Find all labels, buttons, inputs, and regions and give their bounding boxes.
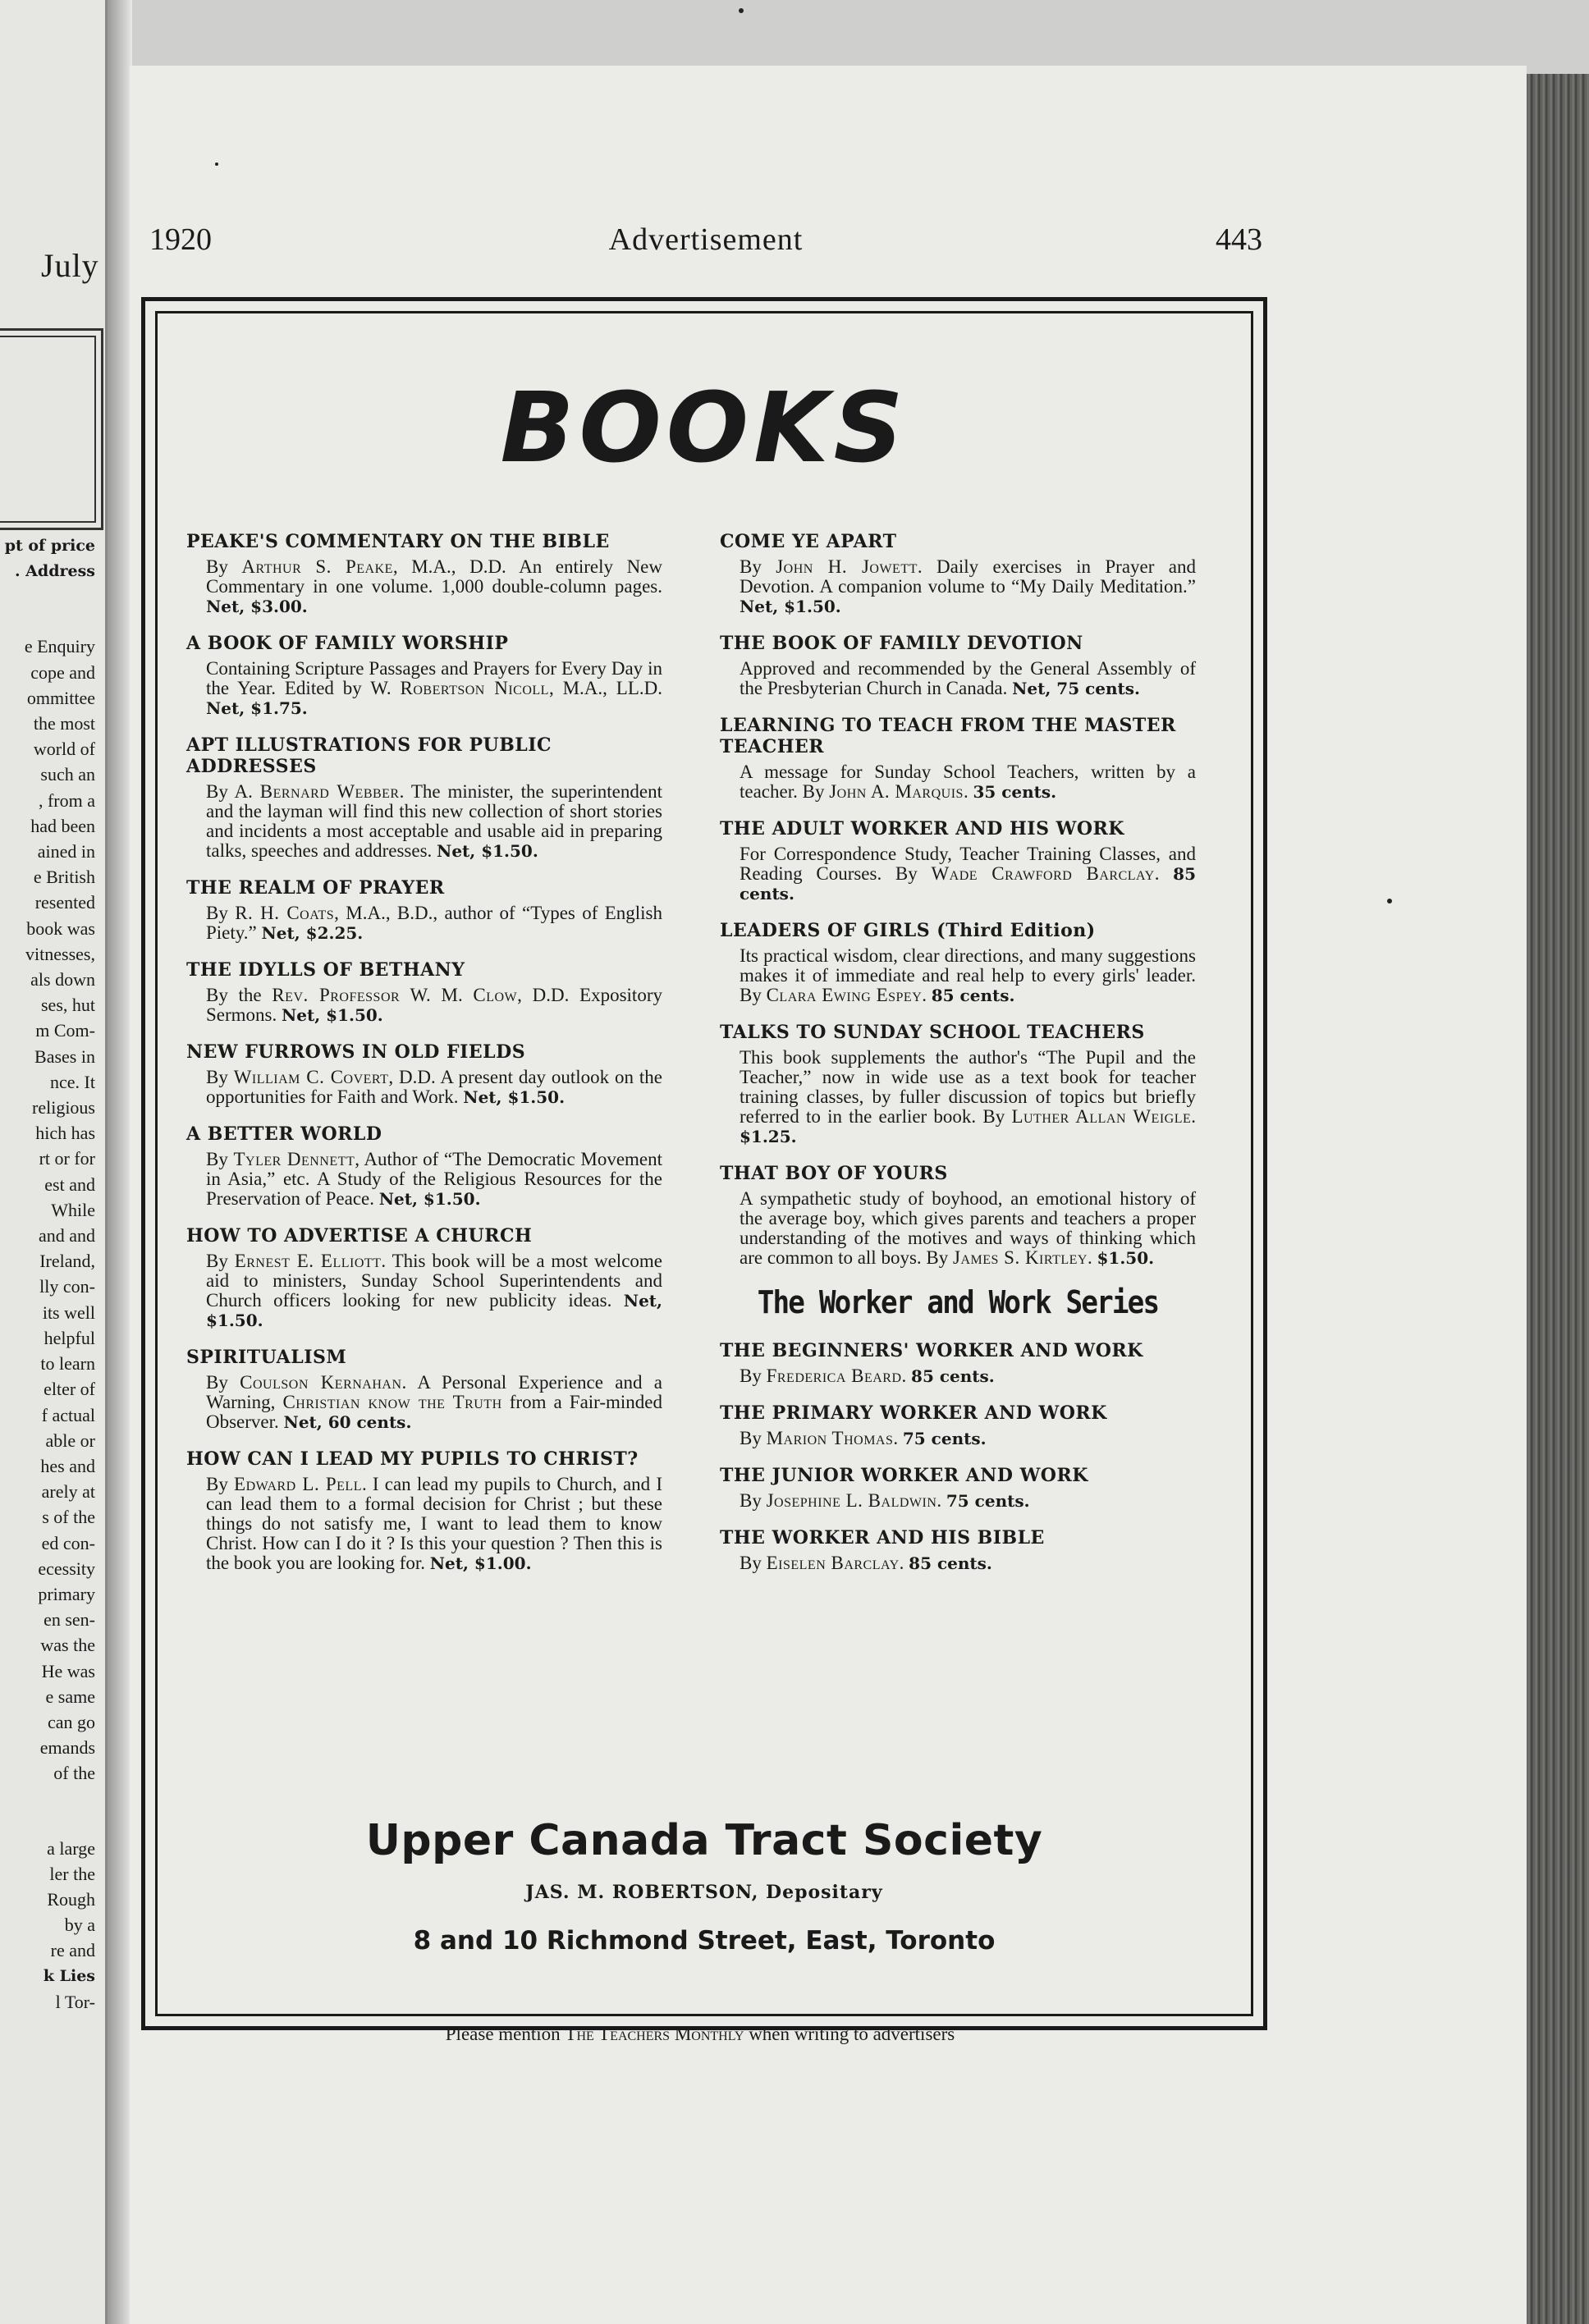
facing-page-line: resented [34, 892, 95, 913]
description-text: Containing Scripture Passages and Prayers for Every Day in the Year. Edited by W. [206, 658, 662, 698]
description-text: By [740, 556, 776, 577]
facing-page-line: its well [42, 1302, 95, 1323]
facing-page-line: cope and [30, 661, 95, 683]
book-description [740, 557, 1196, 616]
author-name: Clow [473, 985, 518, 1005]
book-description [206, 1068, 662, 1107]
facing-page-line: f actual [41, 1404, 95, 1425]
book-entry [720, 1527, 1196, 1573]
author-name: Tyler Dennett [233, 1149, 355, 1169]
facing-page-line: s of the [42, 1507, 95, 1528]
facing-page-line: rt or for [39, 1148, 95, 1169]
book-price: Net, $3.00. [206, 597, 308, 616]
book-description [206, 659, 662, 718]
facing-page-line: hes and [40, 1455, 95, 1476]
facing-page-line: Ireland, [39, 1251, 95, 1272]
book-price: Net, $2.25. [261, 923, 364, 943]
book-title: LEADERS OF GIRLS (Third Edition) [720, 920, 1096, 941]
facing-page-line: While [51, 1199, 95, 1220]
description-text: For Correspondence Study, Teacher Training Classes, and Reading Courses. By [740, 844, 1196, 884]
book-list-left-column [186, 531, 662, 1590]
facing-page-line: to learn [40, 1353, 95, 1375]
book-title: HOW CAN I LEAD MY PUPILS TO CHRIST? [186, 1448, 639, 1470]
author-name: Bernard Webber [259, 781, 400, 802]
author-name: Clara Ewing Espey [766, 985, 923, 1005]
book-price: Net, $1.50. [378, 1189, 481, 1209]
author-name: Marion Thomas [766, 1428, 894, 1448]
book-entry [720, 1402, 1196, 1448]
book-description [740, 946, 1196, 1005]
book-entry [186, 1225, 662, 1330]
description-text: . Daily exercises in Prayer and Devotion. A companion volume to “My Daily Meditation.” [740, 556, 1196, 597]
book-price: Net, $1.50. [740, 597, 841, 616]
facing-page-line: primary [38, 1583, 95, 1604]
book-title: THAT BOY OF YOURS [720, 1163, 948, 1184]
book-description [740, 1189, 1196, 1268]
book-price: Net, $1.50. [463, 1087, 566, 1107]
advertisement-title: BOOKS [500, 371, 909, 484]
book-title: THE PRIMARY WORKER AND WORK [720, 1402, 1107, 1424]
facing-page-line: of the [53, 1763, 95, 1784]
book-title: TALKS TO SUNDAY SCHOOL TEACHERS [720, 1022, 1145, 1043]
facing-page-line: als down [30, 969, 95, 990]
description-text: . [963, 781, 973, 802]
facing-page-line: ecessity [38, 1558, 95, 1579]
description-text: By [206, 903, 236, 923]
series-heading: The Worker and Work Series [757, 1284, 1159, 1320]
facing-page-line: ed con- [41, 1532, 95, 1553]
book-price: Net, 60 cents. [283, 1412, 412, 1432]
author-name: Luther Allan Weigle [1011, 1106, 1192, 1127]
book-description [206, 1150, 662, 1209]
book-price: Net, $1.50. [282, 1005, 383, 1025]
author-name: John A. Marquis [829, 781, 964, 802]
author-name: John H. Jowett [776, 556, 918, 577]
book-price: 85 cents. [740, 864, 1197, 904]
book-description [206, 1475, 662, 1573]
author-name: Ernest E. Elliott [234, 1251, 382, 1271]
author-name: The Teachers Monthly [565, 2024, 744, 2044]
description-text: By [206, 1372, 240, 1393]
book-entry [720, 1465, 1196, 1511]
facing-page-line: was the [40, 1635, 95, 1656]
description-text: By [740, 1490, 767, 1511]
description-text: Approved and recommended by the General Assembly of the Presbyterian Church in Canada. [740, 658, 1196, 698]
author-name: Coulson Kernahan [240, 1372, 402, 1393]
facing-page-line: ler the [49, 1863, 95, 1884]
facing-page-line [0, 1786, 95, 1836]
book-price: $1.25. [740, 1127, 797, 1146]
book-price: 85 cents. [931, 986, 1015, 1005]
author-name: Christian know the Truth [282, 1392, 502, 1412]
publisher-name: Upper Canada Tract Society [365, 1816, 1043, 1865]
book-title: THE REALM OF PRAYER [186, 877, 445, 899]
series-list [720, 1340, 1196, 1573]
facing-page-line: e Enquiry [24, 636, 95, 657]
description-text: , M.A., B.D., author of “Types of English Piety.” [206, 903, 662, 943]
book-entry [720, 715, 1196, 802]
facing-page-line: able or [45, 1430, 95, 1451]
book-description [740, 659, 1196, 698]
facing-page-fragment [0, 0, 108, 2324]
book-title: THE BOOK OF FAMILY DEVOTION [720, 633, 1083, 654]
book-price: Net, $1.75. [206, 698, 308, 718]
facing-page-box [0, 328, 103, 530]
facing-page-line: Bases in [34, 1045, 95, 1067]
author-name: Josephine L. Baldwin [766, 1490, 937, 1511]
facing-page-line: e same [45, 1686, 95, 1707]
book-description [206, 1373, 662, 1432]
book-entry [186, 877, 662, 943]
book-description [740, 844, 1196, 904]
facing-page-line: vitnesses, [25, 943, 95, 964]
facing-page-line: the most [33, 713, 95, 734]
description-text: when writing to advertisers [744, 2024, 955, 2044]
book-title: LEARNING TO TEACH FROM THE MASTER TEACHER [720, 715, 1176, 757]
facing-page-line: emands [39, 1737, 95, 1759]
author-name: Frederica Beard [766, 1366, 902, 1386]
publisher-depositary: JAS. M. ROBERTSON, Depositary [525, 1882, 883, 1903]
book-entry [720, 920, 1196, 1005]
running-head-year: 1920 [149, 222, 212, 257]
description-text: By [206, 1149, 234, 1169]
facing-page-line: e British [33, 867, 95, 888]
book-title: THE WORKER AND HIS BIBLE [720, 1527, 1045, 1549]
facing-page-line: , from a [38, 789, 95, 811]
book-title: A BOOK OF FAMILY WORSHIP [186, 633, 509, 654]
footer-note [141, 2022, 1259, 2047]
description-text: By [206, 1474, 235, 1494]
book-title: THE ADULT WORKER AND HIS WORK [720, 818, 1124, 839]
facing-page-line: . Address [14, 562, 95, 581]
facing-page-line: He was [41, 1660, 95, 1681]
facing-page-line: l Tor- [55, 1991, 95, 2012]
book-entry [186, 633, 662, 718]
author-name: Robertson Nicoll [400, 678, 549, 698]
facing-page-line: had been [30, 815, 95, 836]
facing-page-line: and and [38, 1225, 95, 1247]
facing-page-line: can go [47, 1711, 95, 1732]
book-entry [720, 633, 1196, 698]
description-text: , D.D. A present day outlook on the opportunities for Faith and Work. [206, 1067, 662, 1107]
author-name: Edward L. Pell [234, 1474, 362, 1494]
description-text: , Author of “The Democratic Movement in Asia,” etc. A Study of the Religious Resources for the Preservation of Peace. [206, 1149, 663, 1209]
description-text: , M.A., LL.D. [548, 678, 662, 698]
author-name: Rev. Professor [272, 985, 401, 1005]
book-title: COME YE APART [720, 531, 897, 552]
book-title: APT ILLUSTRATIONS FOR PUBLIC ADDRESSES [186, 734, 552, 777]
author-name: Eiselen Barclay [766, 1553, 900, 1573]
description-text: . [1154, 863, 1174, 884]
facing-page-line: such an [40, 764, 95, 785]
book-entry [720, 1163, 1196, 1268]
book-description [206, 986, 662, 1025]
facing-page-line: world of [33, 739, 95, 760]
book-entry [720, 818, 1196, 904]
book-price: $1.50. [1097, 1248, 1155, 1268]
facing-page-line: nce. It [50, 1071, 95, 1092]
description-text: By [206, 1067, 234, 1087]
book-list-right-column [720, 531, 1196, 1590]
book-entry [186, 959, 662, 1025]
description-text: , D.D. Expository Sermons. [206, 985, 662, 1025]
description-text: By [206, 1251, 235, 1271]
description-text: Please mention [445, 2024, 566, 2044]
description-text: . [901, 1366, 912, 1386]
author-name: James S. Kirtley [953, 1247, 1088, 1268]
description-text: By [206, 556, 242, 577]
description-text: . This book will be a most welcome aid to ministers, Sunday School Superintendents and Church officers looking for new publicity ideas. [206, 1251, 662, 1311]
book-title: NEW FURROWS IN OLD FIELDS [186, 1041, 526, 1063]
description-text: . [936, 1490, 946, 1511]
book-price: 85 cents. [909, 1553, 992, 1573]
description-text: By [740, 1366, 767, 1386]
description-text: By [740, 1428, 767, 1448]
book-description [740, 1491, 1196, 1511]
book-description [740, 1366, 1196, 1386]
description-text: . I can lead my pupils to Church, and I can lead them to a formal decision for Christ ; but these things do not satisfy me, I want to lead them to know Christ. How can I do it ? Is this your question ? Then this is the book you are looking for. [206, 1474, 662, 1573]
description-text: By A. [206, 781, 260, 802]
description-text: . [899, 1553, 909, 1573]
facing-page-line: pt of price [4, 537, 95, 555]
facing-page-month: July [41, 247, 99, 284]
book-title: THE JUNIOR WORKER AND WORK [720, 1465, 1088, 1486]
facing-page-line: elter of [44, 1379, 95, 1400]
book-entry [186, 531, 662, 616]
description-text: from a Fair-minded Observer. [206, 1392, 663, 1432]
book-price: 75 cents. [946, 1491, 1030, 1511]
facing-page-line: m Com- [35, 1020, 95, 1041]
description-text: . [1191, 1106, 1196, 1127]
description-text: By the [206, 985, 272, 1005]
book-title: PEAKE'S COMMENTARY ON THE BIBLE [186, 531, 610, 552]
book-price: Net, 75 cents. [1012, 679, 1141, 698]
page-number: 443 [1216, 222, 1262, 257]
book-entry [186, 734, 662, 861]
book-price: 35 cents. [973, 782, 1057, 802]
book-price: Net, $1.50. [437, 841, 538, 861]
facing-page-line: en sen- [44, 1609, 95, 1631]
binding-gutter [108, 0, 132, 2324]
facing-page-line: k Lies [43, 1966, 95, 1985]
facing-page-line: Rough [47, 1888, 95, 1910]
facing-page-line: a large [47, 1837, 95, 1859]
description-text: . [922, 985, 932, 1005]
book-price: 85 cents. [911, 1366, 995, 1386]
running-head [149, 222, 1262, 271]
description-text: , M.A., D.D. An entirely New Commentary in one volume. 1,000 double-column pages. [206, 556, 663, 597]
book-entry [720, 531, 1196, 616]
facing-page-line: by a [64, 1915, 95, 1936]
book-description [740, 1553, 1196, 1573]
description-text: . The minister, the superintendent and the layman will find this new collection of short stories and incidents a most acceptable and usable aid in preparing talks, speeches and addresses. [206, 781, 662, 861]
book-description [740, 1429, 1196, 1448]
book-description [206, 782, 662, 861]
description-text: Its practical wisdom, clear directions, and many suggestions makes it of immediate and real help to every girls' leader. By [740, 945, 1196, 1005]
author-name: Arthur S. Peake [241, 556, 393, 577]
facing-page-line: hich has [35, 1123, 95, 1144]
book-title: THE BEGINNERS' WORKER AND WORK [720, 1340, 1143, 1361]
description-text: . A Personal Experience and a Warning, [206, 1372, 662, 1412]
book-description [206, 904, 662, 943]
book-list-right [720, 531, 1196, 1268]
book-entry [720, 1022, 1196, 1146]
facing-page-line [0, 584, 95, 634]
facing-page-line: religious [32, 1097, 95, 1119]
book-entry [186, 1123, 662, 1209]
book-entry [186, 1448, 662, 1573]
facing-page-line: lly con- [39, 1276, 95, 1297]
book-price: 75 cents. [902, 1429, 987, 1448]
book-title: HOW TO ADVERTISE A CHURCH [186, 1225, 533, 1247]
description-text: A message for Sunday School Teachers, written by a teacher. By [740, 762, 1196, 802]
book-title: THE IDYLLS OF BETHANY [186, 959, 465, 981]
facing-page-line: re and [50, 1940, 95, 1961]
book-description [206, 1251, 662, 1330]
advertisement-frame [141, 297, 1267, 2030]
publisher-address: 8 and 10 Richmond Street, East, Toronto [413, 1926, 996, 1956]
description-text: By [740, 1553, 767, 1573]
description-text: A sympathetic study of boyhood, an emotional history of the average boy, which gives parents and teachers a proper understanding of the motives and ways of thinking which are common to all boys. By [740, 1188, 1196, 1268]
facing-page-line: est and [44, 1173, 95, 1195]
book-description [740, 1048, 1196, 1146]
description-text: W. M. [400, 985, 474, 1005]
facing-page-line: helpful [44, 1327, 95, 1348]
book-entry [186, 1347, 662, 1432]
description-text: This book supplements the author's “The Pupil and the Teacher,” now in wide use as a text book for teacher training classes, by fuller discussion of topics but briefly referred to in the earlier book. By [740, 1047, 1196, 1127]
book-title: SPIRITUALISM [186, 1347, 347, 1368]
author-name: R. H. Coats [235, 903, 335, 923]
facing-page-line: book was [26, 917, 95, 939]
facing-page-text [0, 533, 95, 2015]
book-entry [720, 1340, 1196, 1386]
description-text: . [893, 1428, 903, 1448]
book-price: Net, $1.00. [429, 1553, 532, 1573]
facing-page-line: ommittee [26, 687, 95, 708]
book-title: A BETTER WORLD [186, 1123, 382, 1145]
facing-page-line: arely at [41, 1481, 95, 1503]
description-text: . [1087, 1247, 1097, 1268]
book-entry [186, 1041, 662, 1107]
author-name: Wade Crawford Barclay [931, 863, 1155, 884]
book-edge [1527, 74, 1589, 2324]
facing-page-line: ained in [37, 841, 95, 862]
book-price: Net, $1.50. [206, 1291, 662, 1330]
running-head-title: Advertisement [608, 222, 804, 257]
book-description [740, 762, 1196, 802]
book-description [206, 557, 662, 616]
author-name: William C. Covert [233, 1067, 389, 1087]
facing-page-line: ses, hut [41, 995, 95, 1016]
